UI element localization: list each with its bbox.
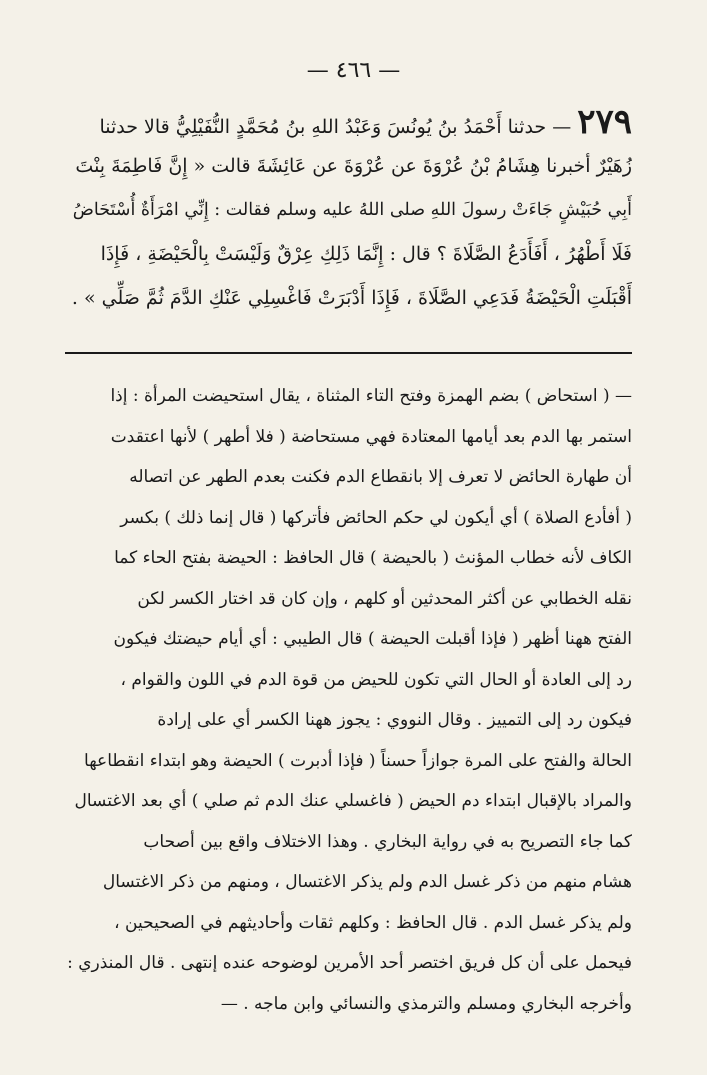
commentary-line: الفتح ههنا أظهر ( فإذا أقبلت الحيضة ) قال الطيبي : أي أيام حيضتك فيكون: [113, 629, 632, 649]
hadith-line: فَلَا أَطْهُرُ ، أَفَأَدَعُ الصَّلَاةَ ؟ قال : إِنَّمَا ذَلِكِ عِرْقٌ وَلَيْسَتْ بِالْحَيْضَةِ ، فَإِذَا: [100, 243, 632, 265]
commentary-line: استمر بها الدم بعد أيامها المعتادة فهي مستحاضة ( فلا أطهر ) لأنها اعتقدت: [110, 426, 632, 447]
commentary-text: [65, 376, 632, 1024]
commentary-line: فيكون رد إلى التمييز . وقال النووي : يجوز ههنا الكسر أي على إرادة: [157, 710, 632, 730]
hadith-line-text: — حدثنا أَحْمَدُ بنُ يُونُسَ وَعَبْدُ اللهِ بنُ مُحَمَّدٍ النُّفَيْلِيُّ قالا حدثنا: [99, 116, 572, 138]
commentary-line: ولم يذكر غسل الدم . قال الحافظ : وكلهم ثقات وأحاديثهم في الصحيحين ،: [114, 912, 632, 933]
commentary-line: — ( استحاض ) بضم الهمزة وفتح التاء المثناة ، يقال استحيضت المرأة : إذا: [110, 386, 632, 406]
hadith-line: زُهَيْرٌ أخبرنا هِشَامُ بْنُ عُرْوَةَ عن عُرْوَةَ عن عَائِشَةَ قالت « إِنَّ فَاطِمَةَ بِنْتَ: [75, 155, 632, 177]
commentary-line: ( أفأدع الصلاة ) أي أيكون لي حكم الحائض فأتركها ( قال إنما ذلك ) بكسر: [120, 507, 632, 528]
commentary-line: الكاف لأنه خطاب المؤنث ( بالحيضة ) قال الحافظ : الحيضة بفتح الحاء كما: [114, 548, 632, 568]
commentary-line: أن طهارة الحائض لا تعرف إلا بانقطاع الدم فكنت بعدم الطهر عن اتصاله: [129, 467, 632, 487]
commentary-line: نقله الخطابي عن أكثر المحدثين أو كلهم ، وإن كان قد اختار الكسر لكن: [137, 588, 632, 609]
section-divider: [65, 352, 632, 354]
commentary-line: والمراد بالإقبال ابتداء دم الحيض ( فاغسلي عنك الدم ثم صلي ) أي بعد الاغتسال: [74, 791, 632, 811]
hadith-line: [65, 100, 632, 144]
commentary-line: الحالة والفتح على المرة جوازاً حسناً ( فإذا أدبرت ) الحيضة وهو ابتداء انقطاعها: [84, 750, 632, 771]
hadith-text: [65, 100, 632, 320]
commentary-line: رد إلى العادة أو الحال التي تكون للحيض من قوة الدم في اللون والقوام ،: [120, 669, 632, 690]
hadith-number: ٢٧٩: [577, 102, 632, 142]
commentary-line: هشام منهم من ذكر غسل الدم ولم يذكر الاغتسال ، ومنهم من ذكر الاغتسال: [102, 872, 632, 892]
hadith-line: أَقْبَلَتِ الْحَيْضَةُ فَدَعِي الصَّلَاةَ ، فَإِذَا أَدْبَرَتْ فَاغْسِلِي عَنْكِ الدَّمَ ثُمَّ صَلِّي » .: [71, 287, 632, 309]
commentary-line: وأخرجه البخاري ومسلم والترمذي والنسائي وابن ماجه . —: [220, 993, 632, 1014]
commentary-line: كما جاء التصريح به في رواية البخاري . وهذا الاختلاف واقع بين أصحاب: [143, 831, 632, 852]
page-number: — ٤٦٦ —: [306, 58, 401, 83]
hadith-line: أَبِي حُبَيْشٍ جَاءَتْ رسولَ اللهِ صلى اللهُ عليه وسلم فقالت : إِنِّي امْرَأَةٌ أُسْتَحَاضُ: [72, 200, 632, 220]
commentary-line: فيحمل على أن كل فريق اختصر أحد الأمرين لوضوحه عنده إنتهى . قال المنذري :: [67, 953, 632, 973]
